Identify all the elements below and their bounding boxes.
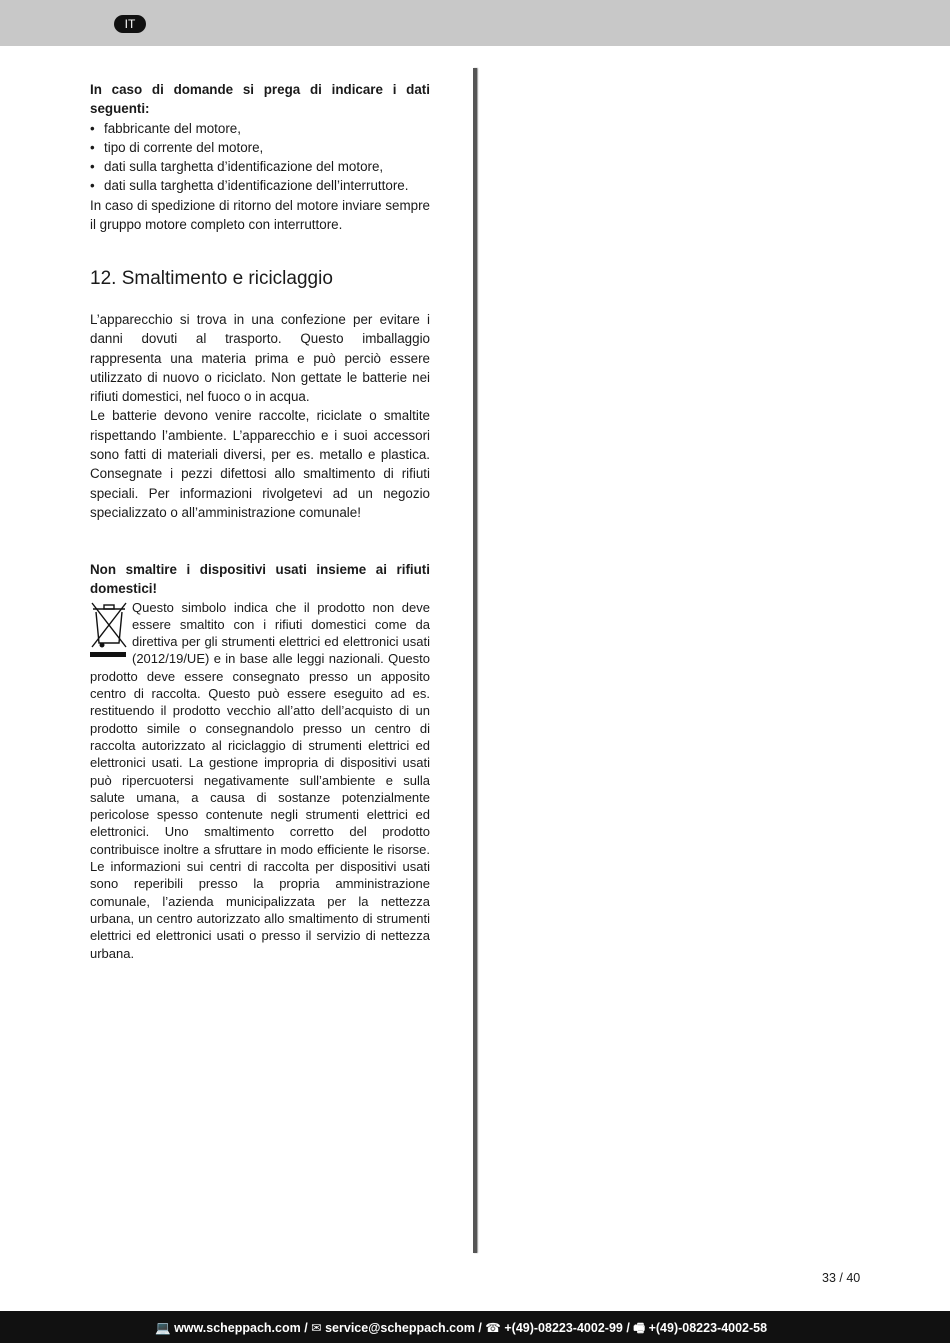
shipping-note: In caso di spedizione di ritorno del motore inviare sempre il gruppo motore completo con interruttore. <box>90 197 430 233</box>
top-bar <box>0 0 950 46</box>
questions-block <box>90 80 430 234</box>
section-heading: 12. Smaltimento e riciclaggio <box>90 268 333 289</box>
website-link[interactable]: www.scheppach.com <box>174 1321 301 1335</box>
page-number: 33 / 40 <box>822 1271 861 1285</box>
crossed-out-wheelie-bin-icon <box>90 601 128 663</box>
phone-icon: ☎ <box>485 1321 501 1335</box>
weee-block <box>90 560 430 962</box>
list-item: • dati sulla targhetta d’identificazione del motore, <box>90 159 384 175</box>
computer-icon: 💻 <box>155 1321 171 1335</box>
footer-bar <box>0 1311 950 1343</box>
disposal-block <box>90 310 430 522</box>
questions-list <box>90 119 430 196</box>
disposal-paragraph: L’apparecchio si trova in una confezione per evitare i danni dovuti al trasporto. Questo imballaggio rappresenta una materia prima e può perciò essere utilizzato di nuovo o riciclato. Non gettate le batterie nei rifiuti domestici, nel fuoco o in acqua. <box>90 312 430 405</box>
fax-number: +(49)-08223-4002-58 <box>648 1321 768 1335</box>
phone-number: +(49)-08223-4002-99 <box>504 1321 623 1335</box>
batteries-paragraph: Le batterie devono venire raccolte, riciclate o smaltite rispettando l’ambiente. L’apparecchio e i suoi accessori sono fatti di materiali diversi, per es. metallo e plastica. Consegnate i pezzi difettosi allo smaltimento di rifiuti speciali. Per informazioni rivolgetevi ad un negozio specializzato o all’amministrazione comunale! <box>90 408 430 520</box>
questions-title: In caso di domande si prega di indicare i dati seguenti: <box>90 82 430 117</box>
list-item: • tipo di corrente del motore, <box>90 139 264 155</box>
list-item: • dati sulla targhetta d’identificazione dell’interruttore. <box>90 178 409 194</box>
column-divider <box>473 68 477 1253</box>
footer-contact: 💻 www.scheppach.com / ✉ service@scheppach.com / ☎ +(49)-08223-4002-99 / 🖷 +(49)-08223-4002-58 <box>155 1321 768 1335</box>
language-badge: IT <box>114 15 146 33</box>
list-item: • fabbricante del motore, <box>90 120 241 136</box>
weee-text: Questo simbolo indica che il prodotto non deve essere smaltito con i rifiuti domestici come da direttiva per gli strumenti elettrici ed elettronici usati (2012/19/UE) e in base alle leggi nazionali. Questo prodotto deve essere consegnato presso un apposito centro di raccolta. Questo può essere eseguito ad es. restituendo il prodotto vecchio all’atto dell’acquisto di un prodotto simile o consegnandolo presso un centro di raccolta autorizzato al riciclaggio di strumenti elettrici ed elettronici usati. La gestione impropria di dispositivi usati può ripercuotersi negativamente sull’ambiente e sulla salute umana, a causa di sostanze potenzialmente pericolose spesso contenute negli strumenti elettrici ed elettronici. Uno smaltimento corretto del prodotto contribuisce inoltre a sfruttare in modo efficiente le risorse. Le informazioni sui centri di raccolta per dispositivi usati sono reperibili presso la propria amministrazione comunale, l’azienda municipalizzata per la nettezza urbana, un centro autorizzato allo smaltimento di strumenti elettrici ed elettronici usati o presso il servizio di nettezza urbana. <box>90 599 430 961</box>
email-icon: ✉ <box>311 1321 322 1335</box>
email-link[interactable]: service@scheppach.com <box>325 1321 475 1335</box>
fax-icon: 🖷 <box>633 1321 646 1335</box>
weee-title: Non smaltire i dispositivi usati insieme ai rifiuti domestici! <box>90 562 430 597</box>
